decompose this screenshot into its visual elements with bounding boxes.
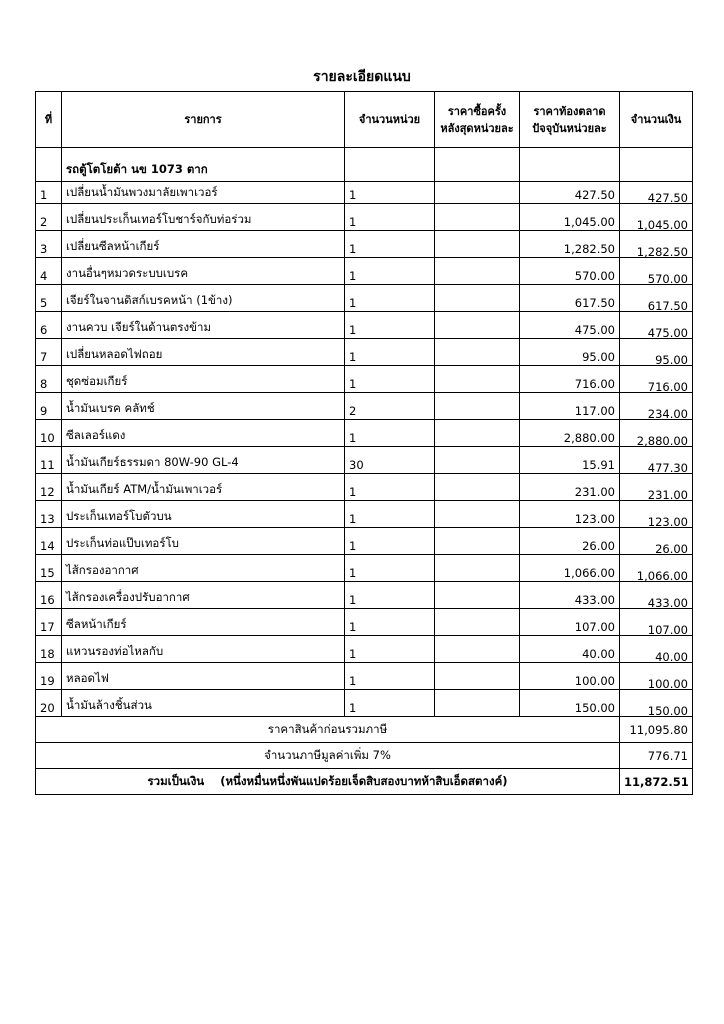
row-market-price: 1,066.00 (520, 555, 620, 582)
table-row (36, 447, 693, 474)
vehicle-no-cell (36, 148, 62, 182)
vehicle-row (36, 148, 693, 182)
row-last-price (435, 528, 520, 555)
table-row (36, 339, 693, 366)
row-number: 2 (36, 204, 62, 231)
header-total: จำนวนเงิน (620, 92, 693, 148)
row-number: 6 (36, 312, 62, 339)
row-item: เปลี่ยนประเก็นเทอร์โบชาร์จกับท่อร่วม (62, 204, 345, 231)
vat-value: 776.71 (620, 743, 693, 769)
row-qty: 1 (345, 258, 435, 285)
row-item: น้ำมันเกียร์ธรรมดา 80W-90 GL-4 (62, 447, 345, 474)
vehicle-qty-cell (345, 148, 435, 182)
grand-total-label-cell (36, 769, 620, 795)
row-number: 12 (36, 474, 62, 501)
row-total: 617.50 (620, 288, 693, 315)
row-number: 3 (36, 231, 62, 258)
row-total: 1,282.50 (620, 234, 693, 261)
row-last-price (435, 285, 520, 312)
row-item: ซีลหน้าเกียร์ (62, 609, 345, 636)
row-total: 231.00 (620, 477, 693, 504)
row-item: แหวนรองท่อไหลกับ (62, 636, 345, 663)
row-last-price (435, 447, 520, 474)
row-last-price (435, 420, 520, 447)
row-number: 16 (36, 582, 62, 609)
table-row (36, 285, 693, 312)
header-last-price: ราคาซื้อครั้งหลังสุดหน่วยละ (435, 92, 520, 148)
table-row (36, 555, 693, 582)
row-total: 716.00 (620, 369, 693, 396)
row-last-price (435, 366, 520, 393)
row-item: น้ำมันเกียร์ ATM/น้ำมันเพาเวอร์ (62, 474, 345, 501)
detail-table (35, 91, 693, 795)
vat-row (36, 743, 693, 769)
row-item: น้ำมันล้างชิ้นส่วน (62, 690, 345, 717)
subtotal-label: ราคาสินค้าก่อนรวมภาษี (36, 717, 620, 743)
row-total: 2,880.00 (620, 423, 693, 450)
table-row (36, 312, 693, 339)
row-qty: 1 (345, 501, 435, 528)
table-row (36, 258, 693, 285)
row-market-price: 100.00 (520, 663, 620, 690)
row-item: ประเก็นท่อแป๊บเทอร์โบ (62, 528, 345, 555)
table-row (36, 609, 693, 636)
row-number: 13 (36, 501, 62, 528)
row-last-price (435, 582, 520, 609)
row-number: 15 (36, 555, 62, 582)
row-last-price (435, 393, 520, 420)
row-market-price: 95.00 (520, 339, 620, 366)
vehicle-total-cell (620, 148, 693, 182)
row-market-price: 716.00 (520, 366, 620, 393)
header-qty: จำนวนหน่วย (345, 92, 435, 148)
row-item: เปลี่ยนน้ำมันพวงมาลัยเพาเวอร์ (62, 182, 345, 204)
grand-total-value: 11,872.51 (620, 769, 693, 795)
table-row (36, 366, 693, 393)
row-item: ประเก็นเทอร์โบตัวบน (62, 501, 345, 528)
row-item: ซีลเลอร์แดง (62, 420, 345, 447)
row-number: 4 (36, 258, 62, 285)
table-row (36, 393, 693, 420)
row-market-price: 107.00 (520, 609, 620, 636)
row-market-price: 2,880.00 (520, 420, 620, 447)
row-market-price: 26.00 (520, 528, 620, 555)
row-number: 7 (36, 339, 62, 366)
row-qty: 1 (345, 555, 435, 582)
table-row (36, 690, 693, 717)
row-last-price (435, 339, 520, 366)
row-qty: 2 (345, 393, 435, 420)
row-market-price: 1,045.00 (520, 204, 620, 231)
row-qty: 1 (345, 636, 435, 663)
row-qty: 1 (345, 663, 435, 690)
row-number: 5 (36, 285, 62, 312)
row-qty: 1 (345, 182, 435, 204)
grand-total-words: (หนึ่งหมื่นหนึ่งพันแปดร้อยเจ็ดสิบสองบาทห้าสิบเอ็ดสตางค์) (220, 773, 508, 788)
row-market-price: 475.00 (520, 312, 620, 339)
row-last-price (435, 555, 520, 582)
table-row (36, 474, 693, 501)
row-item: งานควบ เจียร์ในด้านตรงข้าม (62, 312, 345, 339)
table-row (36, 231, 693, 258)
row-number: 9 (36, 393, 62, 420)
row-last-price (435, 663, 520, 690)
row-last-price (435, 258, 520, 285)
row-market-price: 15.91 (520, 447, 620, 474)
row-item: ไส้กรองอากาศ (62, 555, 345, 582)
row-total: 40.00 (620, 639, 693, 666)
row-number: 1 (36, 182, 62, 204)
row-number: 8 (36, 366, 62, 393)
row-last-price (435, 312, 520, 339)
row-qty: 1 (345, 582, 435, 609)
row-total: 570.00 (620, 261, 693, 288)
row-qty: 1 (345, 231, 435, 258)
vehicle-last-cell (435, 148, 520, 182)
table-row (36, 420, 693, 447)
row-number: 10 (36, 420, 62, 447)
table-row (36, 528, 693, 555)
row-total: 427.50 (620, 185, 693, 207)
row-qty: 1 (345, 312, 435, 339)
table-row (36, 582, 693, 609)
row-number: 20 (36, 690, 62, 717)
row-last-price (435, 204, 520, 231)
row-qty: 1 (345, 420, 435, 447)
subtotal-row (36, 717, 693, 743)
row-number: 18 (36, 636, 62, 663)
row-total: 475.00 (620, 315, 693, 342)
table-row (36, 663, 693, 690)
row-market-price: 617.50 (520, 285, 620, 312)
row-qty: 1 (345, 528, 435, 555)
row-market-price: 433.00 (520, 582, 620, 609)
row-last-price (435, 690, 520, 717)
row-qty: 1 (345, 366, 435, 393)
row-qty: 1 (345, 609, 435, 636)
row-last-price (435, 231, 520, 258)
row-market-price: 1,282.50 (520, 231, 620, 258)
row-qty: 1 (345, 204, 435, 231)
row-qty: 1 (345, 339, 435, 366)
row-last-price (435, 636, 520, 663)
row-item: หลอดไฟ (62, 663, 345, 690)
row-number: 19 (36, 663, 62, 690)
row-number: 14 (36, 528, 62, 555)
row-market-price: 40.00 (520, 636, 620, 663)
row-item: ชุดซ่อมเกียร์ (62, 366, 345, 393)
row-market-price: 427.50 (520, 182, 620, 204)
grand-total-row (36, 769, 693, 795)
row-total: 26.00 (620, 531, 693, 558)
row-qty: 1 (345, 285, 435, 312)
grand-total-label: รวมเป็นเงิน (147, 773, 205, 788)
table-row (36, 204, 693, 231)
header-market-price: ราคาท้องตลาดปัจจุบันหน่วยละ (520, 92, 620, 148)
row-number: 17 (36, 609, 62, 636)
row-qty: 30 (345, 447, 435, 474)
row-item: ไส้กรองเครื่องปรับอากาศ (62, 582, 345, 609)
vat-label: จำนวนภาษีมูลค่าเพิ่ม 7% (36, 743, 620, 769)
table-row (36, 182, 693, 204)
row-market-price: 150.00 (520, 690, 620, 717)
row-last-price (435, 501, 520, 528)
table-row (36, 636, 693, 663)
vehicle-market-cell (520, 148, 620, 182)
row-total: 1,045.00 (620, 207, 693, 234)
row-item: น้ำมันเบรค คลัทช์ (62, 393, 345, 420)
row-item: งานอื่นๆหมวดระบบเบรค (62, 258, 345, 285)
row-total: 433.00 (620, 585, 693, 612)
row-market-price: 117.00 (520, 393, 620, 420)
row-qty: 1 (345, 690, 435, 717)
row-total: 477.30 (620, 450, 693, 477)
vehicle-name: รถตู้โตโยต้า นข 1073 ตาก (62, 148, 345, 182)
subtotal-value: 11,095.80 (620, 717, 693, 743)
row-total: 123.00 (620, 504, 693, 531)
row-last-price (435, 609, 520, 636)
row-last-price (435, 182, 520, 204)
row-total: 1,066.00 (620, 558, 693, 585)
table-row (36, 501, 693, 528)
row-total: 234.00 (620, 396, 693, 423)
header-no: ที่ (36, 92, 62, 148)
row-total: 150.00 (620, 693, 693, 720)
row-item: เปลี่ยนซีลหน้าเกียร์ (62, 231, 345, 258)
header-item: รายการ (62, 92, 345, 148)
document-title: รายละเอียดแนบ (313, 69, 411, 85)
row-last-price (435, 474, 520, 501)
row-item: เปลี่ยนหลอดไฟถอย (62, 339, 345, 366)
row-qty: 1 (345, 474, 435, 501)
row-number: 11 (36, 447, 62, 474)
row-market-price: 570.00 (520, 258, 620, 285)
row-total: 100.00 (620, 666, 693, 693)
header-row (36, 92, 693, 148)
row-total: 95.00 (620, 342, 693, 369)
row-total: 107.00 (620, 612, 693, 639)
row-market-price: 231.00 (520, 474, 620, 501)
row-market-price: 123.00 (520, 501, 620, 528)
row-item: เจียร์ในจานดิสก์เบรคหน้า (1ข้าง) (62, 285, 345, 312)
